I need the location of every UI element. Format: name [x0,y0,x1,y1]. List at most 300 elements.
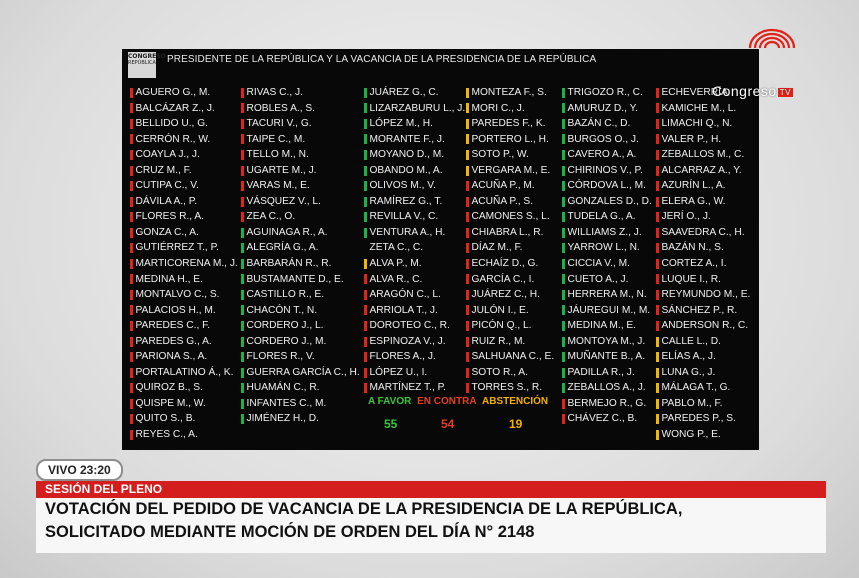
vote-column-5 [562,85,652,427]
legislator-name: YARROW L., N. [567,242,640,254]
vote-marker [241,337,244,347]
legislator-row [466,334,554,350]
legislator-name: HUAMÁN C., R. [246,382,320,394]
legislator-name: BUSTAMANTE D., E. [246,273,344,285]
legislator-name: BALCÁZAR Z., J. [135,102,215,114]
vote-marker [656,399,659,409]
legislator-row [466,365,554,381]
legislator-row [364,365,465,381]
legislator-row [656,116,750,132]
legislator-name: FLORES R., A. [135,211,205,223]
vote-marker [364,212,367,222]
legislator-row [130,225,238,241]
legislator-name: CUTIPA C., V. [135,180,199,192]
legislator-row [656,427,750,443]
vote-marker [130,274,133,284]
vote-marker [656,181,659,191]
legislator-name: BARBARÁN R., R. [246,258,332,270]
legislator-row [130,85,238,101]
legislator-row [130,427,238,443]
legislator-row [130,365,238,381]
legislator-name: ELÍAS A., J. [661,351,716,363]
legislator-row [466,380,554,396]
legislator-row [241,101,360,117]
legislator-row [241,256,360,272]
vote-marker [656,119,659,129]
vote-marker [364,305,367,315]
vote-marker [466,368,469,378]
vote-marker [130,119,133,129]
legislator-name: ZEBALLOS M., C. [661,149,745,161]
legislator-name: PARIONA S., A. [135,351,208,363]
vote-marker [364,103,367,113]
legislator-row [656,380,750,396]
vote-marker [241,399,244,409]
legislator-name: QUIROZ B., S. [135,382,203,394]
vote-marker [656,259,659,269]
legislator-row [656,287,750,303]
vote-marker [656,212,659,222]
legislator-row [364,349,465,365]
logo-title: CONGRESO [128,53,166,60]
vote-marker [466,243,469,253]
vote-marker [562,352,565,362]
legislator-row [656,225,750,241]
legislator-name: ALEGRÍA G., A. [246,242,319,254]
vote-legend [368,396,551,407]
vote-marker [656,228,659,238]
legislator-row [241,411,360,427]
legislator-name: ESPINOZA V., J. [369,335,446,347]
legislator-row [466,287,554,303]
legislator-row [130,334,238,350]
legislator-name: ARAGÓN C., L. [369,289,441,301]
legislator-row [364,132,465,148]
legislator-row [562,365,652,381]
vote-marker [241,368,244,378]
vote-marker [562,383,565,393]
legislator-name: LÓPEZ U., I. [369,366,428,378]
vote-marker [562,197,565,207]
vote-marker [466,134,469,144]
vote-marker [130,181,133,191]
legislator-row [241,209,360,225]
legislator-name: QUISPE M., W. [135,397,206,409]
legislator-row [364,272,465,288]
vote-marker [466,88,469,98]
legislator-name: VERGARA M., E. [471,164,551,176]
legislator-row [656,147,750,163]
legislator-row [562,132,652,148]
vote-marker [562,150,565,160]
vote-marker [656,430,659,440]
vote-marker [562,399,565,409]
legislator-row [130,396,238,412]
legislator-row [656,365,750,381]
legislator-row [364,240,465,256]
legislator-name: PORTALATINO Á., K. [135,366,234,378]
vote-marker [130,383,133,393]
legislator-name: MOYANO D., M. [369,149,445,161]
vote-marker [466,259,469,269]
vote-marker [466,103,469,113]
legislator-name: TELLO M., N. [246,149,309,161]
legislator-name: JERÍ O., J. [661,211,711,223]
legislator-name: ALCARRAZ A., Y. [661,164,742,176]
vote-marker [656,197,659,207]
legislator-row [130,256,238,272]
vote-marker [466,197,469,207]
legislator-name: KAMICHE M., L. [661,102,737,114]
legislator-name: TUDELA G., A. [567,211,636,223]
legislator-row [656,272,750,288]
vote-board [122,49,759,450]
legislator-name: ZEA C., O. [246,211,296,223]
legislator-name: CHACÓN T., N. [246,304,318,316]
vote-marker [241,212,244,222]
legislator-row [241,303,360,319]
legislator-name: MONTOYA M., J. [567,335,646,347]
vote-marker [241,228,244,238]
legislator-name: MARTICORENA M., J. [135,258,238,270]
legislator-name: ZETA C., C. [369,242,424,254]
vote-marker [130,337,133,347]
vote-column-1 [130,85,238,443]
vote-marker [364,290,367,300]
legislator-row [364,225,465,241]
legislator-name: ALVA R., C. [369,273,423,285]
legislator-row [656,396,750,412]
legislator-name: MEDINA M., E. [567,320,636,332]
legislator-row [241,318,360,334]
legislator-name: HERRERA M., N. [567,289,647,301]
vote-marker [241,197,244,207]
legislator-row [656,178,750,194]
legend-contra: EN CONTRA [417,396,477,407]
vote-marker [562,290,565,300]
legislator-row [562,396,652,412]
legislator-row [130,318,238,334]
legislator-name: CORDERO J., M. [246,335,327,347]
legislator-row [656,101,750,117]
legislator-name: MUÑANTE B., A. [567,351,646,363]
legislator-row [466,225,554,241]
vote-marker [562,119,565,129]
vote-marker [562,414,565,424]
headline-line-2: SOLICITADO MEDIANTE MOCIÓN DE ORDEN DEL DÍA N° 2148 [45,523,535,541]
vote-marker [466,150,469,160]
legislator-row [466,303,554,319]
legislator-row [364,303,465,319]
legislator-name: CHÁVEZ C., B. [567,413,638,425]
legislator-name: BELLIDO U., G. [135,118,208,130]
legislator-row [466,132,554,148]
vote-marker [130,197,133,207]
legislator-name: MARTÍNEZ T., P. [369,382,446,394]
vote-marker [130,88,133,98]
legislator-name: REYES C., A. [135,429,198,441]
legislator-row [466,101,554,117]
legislator-row [562,272,652,288]
legislator-name: REYMUNDO M., E. [661,289,751,301]
vote-marker [466,352,469,362]
legislator-row [364,147,465,163]
vote-marker [130,103,133,113]
count-favor: 55 [384,417,398,431]
legislator-row [364,256,465,272]
vote-marker [466,212,469,222]
legislator-row [562,256,652,272]
live-badge: VIVO 23:20 [36,459,123,481]
vote-marker [241,243,244,253]
legislator-name: MONTEZA F., S. [471,87,547,98]
vote-marker [656,337,659,347]
legislator-name: ANDERSON R., C. [661,320,749,332]
legislator-name: VÁSQUEZ V., L. [246,195,321,207]
legislator-name: RAMÍREZ G., T. [369,195,443,207]
vote-marker [656,290,659,300]
legislator-name: LIMACHI Q., N. [661,118,733,130]
vote-marker [241,414,244,424]
legislator-row [241,147,360,163]
legend-abstencion: ABSTENCIÓN [482,396,549,407]
legislator-name: DÍAZ M., F. [471,242,523,254]
vote-marker [364,134,367,144]
vote-marker [241,259,244,269]
legislator-row [656,132,750,148]
vote-marker [562,212,565,222]
legislator-name: SÁNCHEZ P., R. [661,304,738,316]
vote-marker [656,383,659,393]
legislator-name: FLORES A., J. [369,351,436,363]
legislator-row [562,349,652,365]
legislator-row [364,116,465,132]
vote-marker [241,290,244,300]
vote-marker [466,290,469,300]
vote-marker [562,305,565,315]
legislator-row [562,318,652,334]
legislator-row [656,240,750,256]
legislator-name: AZURÍN L., A. [661,180,726,192]
legislator-name: LUQUE I., R. [661,273,721,285]
legislator-row [364,194,465,210]
vote-marker [562,337,565,347]
legislator-row [241,132,360,148]
legislator-name: CHIABRA L., R. [471,226,544,238]
legislator-name: JULÓN I., E. [471,304,529,316]
legislator-row [466,240,554,256]
legislator-name: ECHEVERRÍA [661,87,728,98]
legislator-row [130,380,238,396]
legislator-name: SOTO P., W. [471,149,529,161]
vote-marker [241,181,244,191]
legislator-row [466,178,554,194]
legislator-row [130,272,238,288]
vote-marker [241,352,244,362]
legislator-name: LIZARZABURU L., J. [369,102,466,114]
vote-marker [364,243,367,253]
vote-marker [364,352,367,362]
vote-marker [562,274,565,284]
vote-marker [241,321,244,331]
legislator-row [130,240,238,256]
legislator-name: CÓRDOVA L., M. [567,180,646,192]
headline-line-1: VOTACIÓN DEL PEDIDO DE VACANCIA DE LA PRESIDENCIA DE LA REPÚBLICA, [45,500,683,518]
legislator-name: REVILLA V., C. [369,211,439,223]
legislator-name: SOTO R., A. [471,366,528,378]
vote-marker [562,181,565,191]
legislator-name: CICCIA V., M. [567,258,630,270]
vote-marker [364,181,367,191]
legislator-row [364,101,465,117]
legislator-row [466,209,554,225]
count-contra: 54 [441,417,455,431]
legislator-name: LÓPEZ M., H. [369,118,433,130]
legislator-row [656,256,750,272]
legislator-row [562,209,652,225]
legislator-name: AGUINAGA R., A. [246,226,328,238]
legislator-name: PABLO M., F. [661,397,723,409]
legislator-row [364,334,465,350]
vote-marker [364,259,367,269]
legislator-row [241,334,360,350]
legislator-name: SAAVEDRA C., H. [661,226,745,238]
legislator-name: VALER P., H. [661,133,722,145]
vote-marker [466,274,469,284]
legislator-name: SALHUANA C., E. [471,351,555,363]
vote-marker [130,414,133,424]
legislator-name: PAREDES F., K. [471,118,546,130]
legislator-name: RIVAS C., J. [246,87,303,98]
legislator-row [241,272,360,288]
vote-marker [562,134,565,144]
vote-marker [364,368,367,378]
vote-marker [364,274,367,284]
legislator-row [130,116,238,132]
network-name: Congreso [712,83,777,99]
vote-marker [364,197,367,207]
legislator-row [562,116,652,132]
legislator-name: WILLIAMS Z., J. [567,226,642,238]
legislator-row [562,240,652,256]
legislator-row [656,209,750,225]
legislator-row [562,85,652,101]
legislator-row [241,396,360,412]
legislator-row [562,225,652,241]
vote-marker [130,134,133,144]
legislator-name: GUERRA GARCÍA C., H. [246,366,360,378]
legislator-name: GUTIÉRREZ T., P. [135,242,219,254]
vote-marker [241,103,244,113]
vote-marker [466,321,469,331]
legislator-row [656,411,750,427]
legislator-name: MONTALVO C., S. [135,289,220,301]
legislator-name: PAREDES C., F. [135,320,211,332]
legislator-row [656,334,750,350]
legislator-row [241,178,360,194]
legislator-name: CERRÓN R., W. [135,133,211,145]
vote-marker [130,321,133,331]
legislator-row [656,303,750,319]
legislator-row [656,163,750,179]
legislator-row [562,178,652,194]
legislator-row [562,163,652,179]
vote-marker [130,399,133,409]
legislator-row [130,411,238,427]
legislator-row [130,178,238,194]
congreso-tv-arcs-icon [746,28,798,55]
legislator-name: CAMONES S., L. [471,211,550,223]
legislator-row [364,318,465,334]
legislator-name: BAZÁN C., D. [567,118,631,130]
vote-marker [466,305,469,315]
legislator-name: ACUÑA P., S. [471,195,534,207]
vote-marker [466,383,469,393]
legislator-row [130,163,238,179]
vote-column-4 [466,85,554,396]
legislator-row [656,349,750,365]
congress-seal-logo [128,52,166,78]
vote-marker [656,150,659,160]
legislator-name: ECHAÍZ D., G. [471,258,539,270]
vote-marker [656,134,659,144]
legislator-row [656,318,750,334]
vote-marker [656,243,659,253]
vote-marker [656,414,659,424]
legend-favor: A FAVOR [368,396,412,407]
legislator-row [466,194,554,210]
headline-box [36,498,826,553]
vote-marker [364,150,367,160]
vote-marker [364,119,367,129]
legislator-row [241,116,360,132]
legislator-name: RUIZ R., M. [471,335,526,347]
vote-marker [656,166,659,176]
legislator-name: OBANDO M., A. [369,164,443,176]
section-title: SESIÓN DEL PLENO [45,482,163,496]
legislator-name: JÁUREGUI M., M. [567,304,651,316]
legislator-row [130,101,238,117]
legislator-name: JIMÉNEZ H., D. [246,413,319,425]
legislator-row [241,240,360,256]
legislator-name: ROBLES A., S. [246,102,316,114]
legislator-row [130,194,238,210]
legislator-name: VENTURA A., H. [369,226,446,238]
vote-marker [562,259,565,269]
vote-marker [364,88,367,98]
legislator-row [364,85,465,101]
legislator-name: LUNA G., J. [661,366,716,378]
legislator-name: INFANTES C., M. [246,397,327,409]
legislator-row [466,147,554,163]
section-bar [36,481,826,498]
legislator-name: TRIGOZO R., C. [567,87,643,98]
legislator-row [364,209,465,225]
legislator-row [364,380,465,396]
legislator-name: FLORES R., V. [246,351,315,363]
legislator-row [562,411,652,427]
legislator-row [562,380,652,396]
vote-marker [466,337,469,347]
legislator-row [241,85,360,101]
vote-marker [466,181,469,191]
vote-marker [562,88,565,98]
legislator-row [241,225,360,241]
legislator-name: TORRES S., R. [471,382,543,394]
vote-marker [241,88,244,98]
legislator-name: TAIPE C., M. [246,133,306,145]
vote-marker [562,321,565,331]
